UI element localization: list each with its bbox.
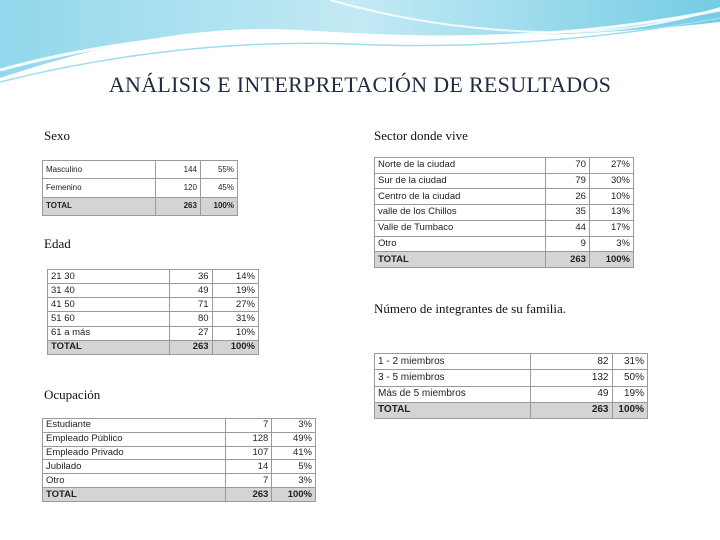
percent-cell: 31%: [612, 354, 648, 370]
percent-cell: 17%: [589, 220, 633, 236]
section-label-sexo: Sexo: [44, 128, 70, 143]
count-cell: 49: [530, 386, 612, 402]
category-cell: 51 60: [48, 312, 170, 326]
section-label-sector: Sector donde vive: [374, 128, 468, 143]
category-cell: Más de 5 miembros: [375, 386, 531, 402]
total-row: [375, 252, 634, 268]
table-row: [43, 179, 238, 197]
table-row: [375, 205, 634, 221]
percent-cell: 27%: [589, 158, 633, 174]
category-cell: Valle de Tumbaco: [375, 220, 546, 236]
table-row: [48, 326, 259, 340]
table-row: [375, 173, 634, 189]
percent-cell: 27%: [212, 298, 258, 312]
percent-cell: 50%: [612, 370, 648, 386]
category-cell: TOTAL: [43, 488, 226, 502]
category-cell: Empleado Público: [43, 432, 226, 446]
percent-cell: 100%: [272, 488, 316, 502]
table-row: [375, 236, 634, 252]
percent-cell: 5%: [272, 460, 316, 474]
table-sexo: [42, 160, 238, 216]
table-row: [375, 189, 634, 205]
percent-cell: 19%: [212, 284, 258, 298]
category-cell: TOTAL: [43, 197, 156, 215]
count-cell: 44: [545, 220, 589, 236]
count-cell: 9: [545, 236, 589, 252]
table-row: [375, 370, 648, 386]
table-sector: [374, 157, 634, 268]
section-label-ocupacion: Ocupación: [44, 387, 101, 402]
count-cell: 144: [156, 161, 201, 179]
table-edad: [47, 269, 259, 355]
percent-cell: 45%: [200, 179, 237, 197]
table-row: [375, 386, 648, 402]
count-cell: 26: [545, 189, 589, 205]
count-cell: 79: [545, 173, 589, 189]
category-cell: 1 - 2 miembros: [375, 354, 531, 370]
category-cell: Masculino: [43, 161, 156, 179]
table-row: [48, 298, 259, 312]
category-cell: Centro de la ciudad: [375, 189, 546, 205]
table-row: [375, 354, 648, 370]
count-cell: 7: [225, 474, 271, 488]
category-cell: TOTAL: [375, 252, 546, 268]
count-cell: 14: [225, 460, 271, 474]
count-cell: 263: [156, 197, 201, 215]
category-cell: Jubilado: [43, 460, 226, 474]
table-row: [43, 419, 316, 433]
category-cell: 31 40: [48, 284, 170, 298]
count-cell: 7: [225, 419, 271, 433]
category-cell: Otro: [43, 474, 226, 488]
percent-cell: 10%: [212, 326, 258, 340]
category-cell: 21 30: [48, 270, 170, 284]
count-cell: 263: [545, 252, 589, 268]
percent-cell: 100%: [612, 402, 648, 418]
percent-cell: 3%: [272, 474, 316, 488]
count-cell: 128: [225, 432, 271, 446]
section-label-edad: Edad: [44, 236, 71, 251]
category-cell: Otro: [375, 236, 546, 252]
category-cell: TOTAL: [375, 402, 531, 418]
category-cell: Sur de la ciudad: [375, 173, 546, 189]
table-row: [43, 432, 316, 446]
count-cell: 263: [530, 402, 612, 418]
count-cell: 71: [170, 298, 212, 312]
table-familia: [374, 353, 648, 419]
table-row: [43, 474, 316, 488]
total-row: [43, 197, 238, 215]
count-cell: 132: [530, 370, 612, 386]
percent-cell: 100%: [589, 252, 633, 268]
count-cell: 70: [545, 158, 589, 174]
count-cell: 82: [530, 354, 612, 370]
percent-cell: 49%: [272, 432, 316, 446]
category-cell: Femenino: [43, 179, 156, 197]
count-cell: 263: [170, 340, 212, 354]
percent-cell: 14%: [212, 270, 258, 284]
percent-cell: 3%: [272, 419, 316, 433]
table-ocupacion: [42, 418, 316, 502]
category-cell: valle de los Chillos: [375, 205, 546, 221]
count-cell: 35: [545, 205, 589, 221]
count-cell: 120: [156, 179, 201, 197]
count-cell: 80: [170, 312, 212, 326]
percent-cell: 19%: [612, 386, 648, 402]
table-row: [48, 284, 259, 298]
table-row: [48, 270, 259, 284]
percent-cell: 31%: [212, 312, 258, 326]
percent-cell: 13%: [589, 205, 633, 221]
percent-cell: 55%: [200, 161, 237, 179]
table-row: [43, 161, 238, 179]
category-cell: Norte de la ciudad: [375, 158, 546, 174]
category-cell: 61 a más: [48, 326, 170, 340]
category-cell: Empleado Privado: [43, 446, 226, 460]
count-cell: 49: [170, 284, 212, 298]
table-row: [375, 220, 634, 236]
category-cell: 41 50: [48, 298, 170, 312]
table-row: [43, 460, 316, 474]
page-title: ANÁLISIS E INTERPRETACIÓN DE RESULTADOS: [108, 72, 612, 97]
total-row: [43, 488, 316, 502]
percent-cell: 30%: [589, 173, 633, 189]
table-row: [375, 158, 634, 174]
count-cell: 27: [170, 326, 212, 340]
section-label-familia: Número de integrantes de su familia.: [374, 301, 567, 316]
total-row: [375, 402, 648, 418]
count-cell: 263: [225, 488, 271, 502]
category-cell: Estudiante: [43, 419, 226, 433]
count-cell: 107: [225, 446, 271, 460]
percent-cell: 3%: [589, 236, 633, 252]
table-row: [43, 446, 316, 460]
total-row: [48, 340, 259, 354]
percent-cell: 41%: [272, 446, 316, 460]
category-cell: 3 - 5 miembros: [375, 370, 531, 386]
category-cell: TOTAL: [48, 340, 170, 354]
percent-cell: 100%: [212, 340, 258, 354]
table-row: [48, 312, 259, 326]
percent-cell: 100%: [200, 197, 237, 215]
percent-cell: 10%: [589, 189, 633, 205]
count-cell: 36: [170, 270, 212, 284]
